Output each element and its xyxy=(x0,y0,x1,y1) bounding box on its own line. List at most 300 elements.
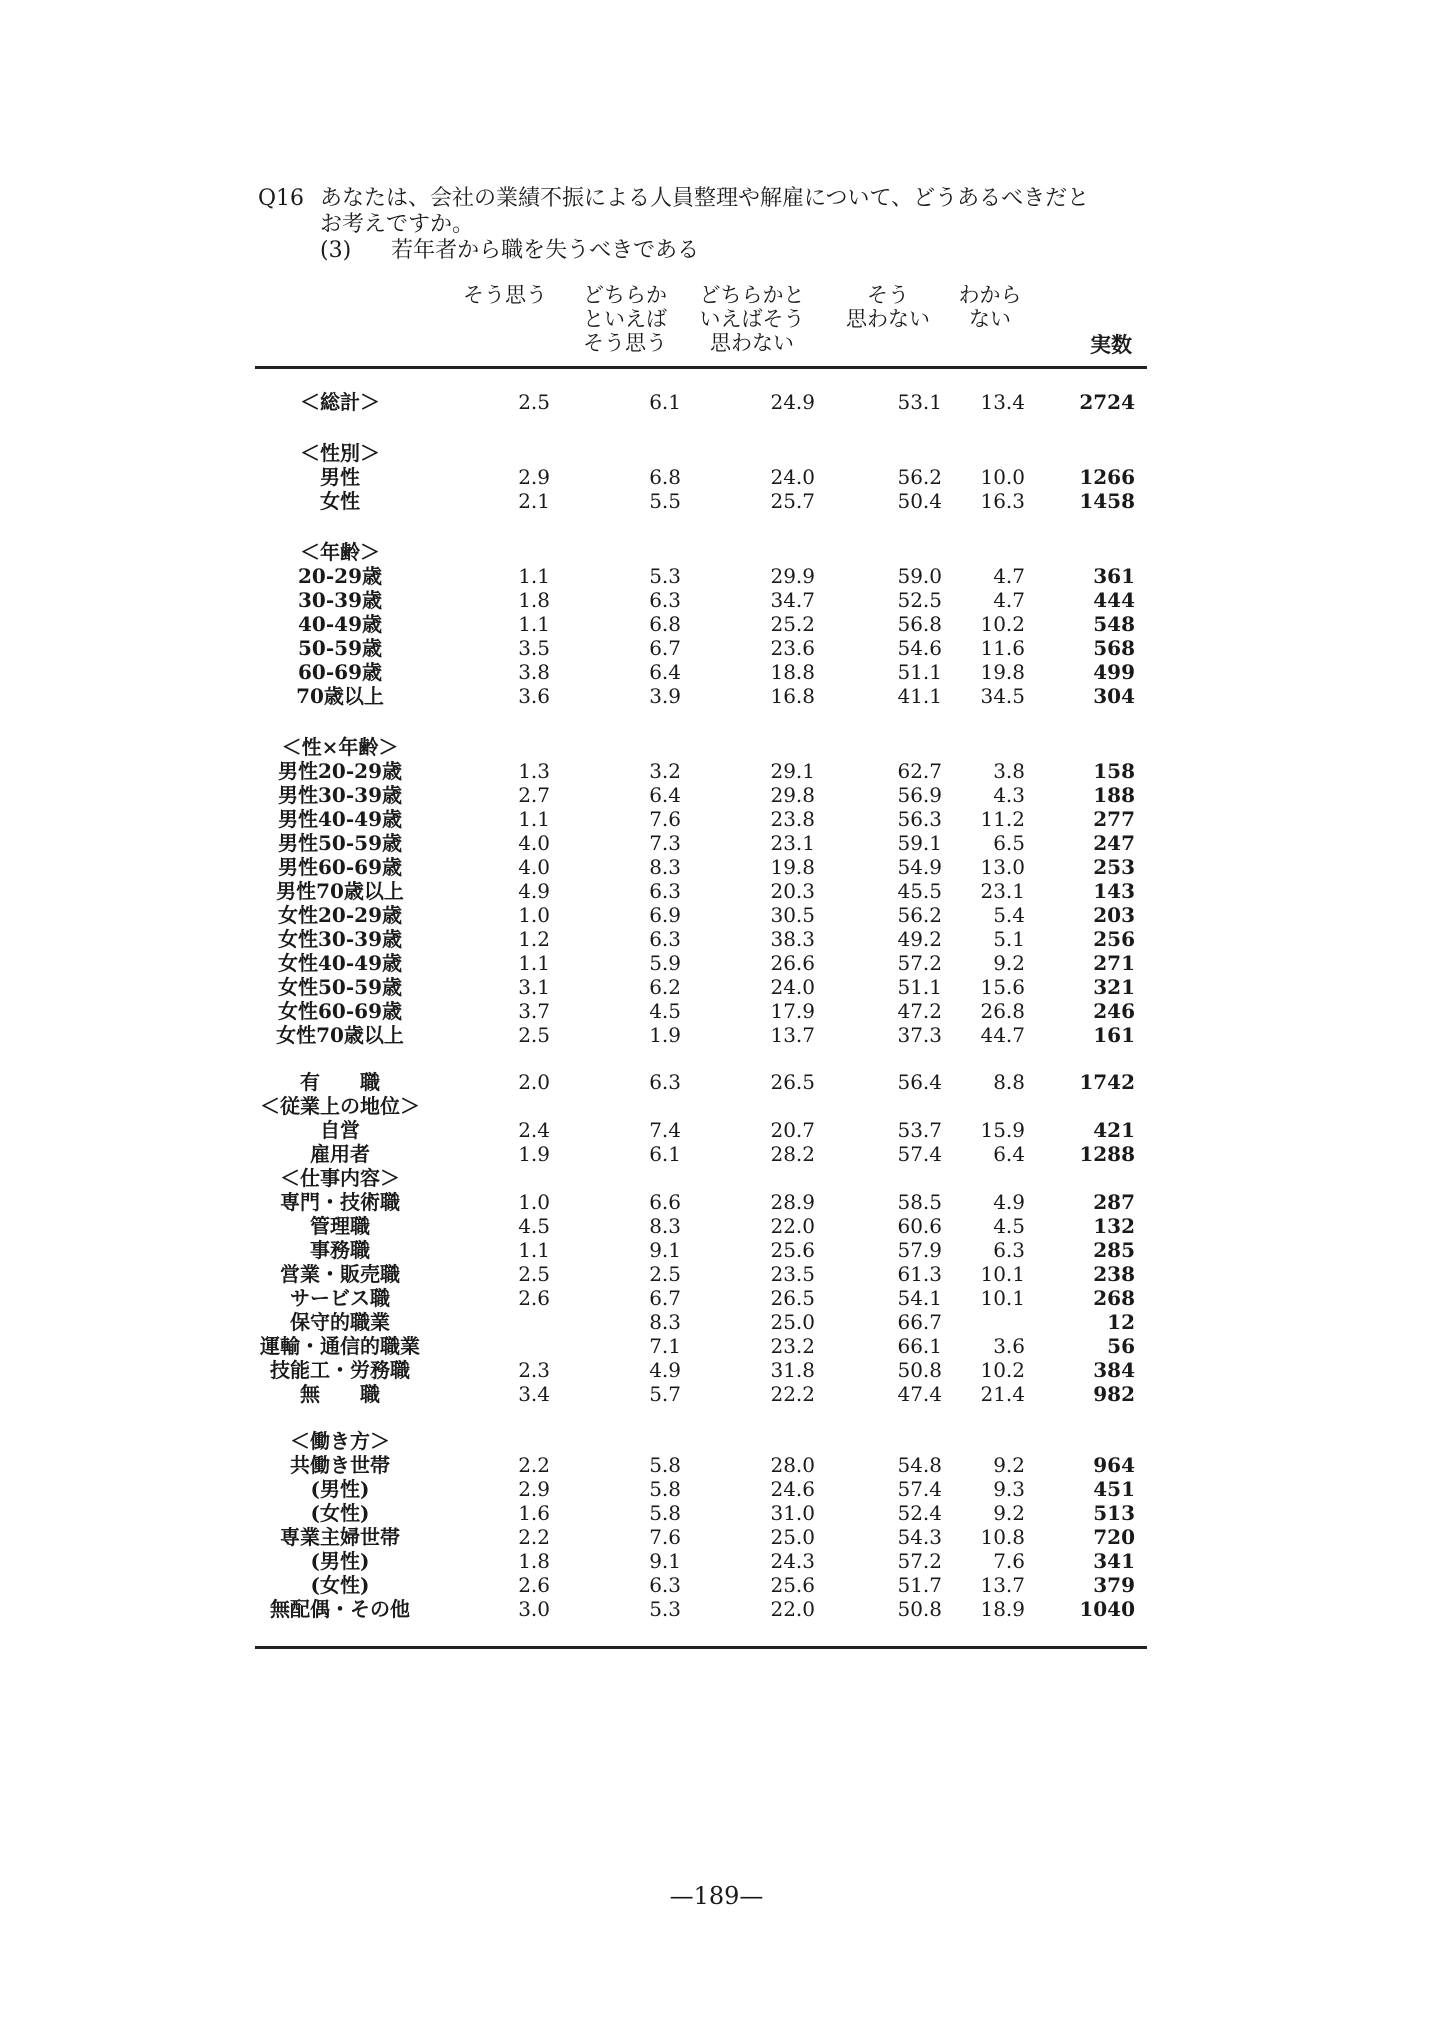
cell-somewhat-agree: 1.9 xyxy=(649,1023,681,1047)
cell-count: 548 xyxy=(1093,612,1135,636)
table-row xyxy=(255,1573,1147,1597)
cell-count: 720 xyxy=(1093,1525,1135,1549)
question-number: Q16 xyxy=(258,186,305,211)
cell-somewhat-disagree: 13.7 xyxy=(770,1023,815,1047)
row-label: 女性50-59歳 xyxy=(278,975,402,999)
cell-somewhat-agree: 6.3 xyxy=(649,1070,681,1094)
cell-dont-know: 10.2 xyxy=(980,612,1025,636)
cell-dont-know: 10.1 xyxy=(980,1286,1025,1310)
col-header-agree: そう思う xyxy=(463,283,547,307)
row-label: 無 職 xyxy=(300,1382,380,1406)
cell-dont-know: 10.2 xyxy=(980,1358,1025,1382)
row-label: 専業主婦世帯 xyxy=(280,1525,400,1549)
table-row xyxy=(255,1286,1147,1310)
table-row xyxy=(255,975,1147,999)
cell-dont-know: 4.7 xyxy=(993,588,1025,612)
cell-count: 1266 xyxy=(1079,465,1135,489)
table-row xyxy=(255,1214,1147,1238)
cell-agree: 4.5 xyxy=(518,1214,550,1238)
table-row xyxy=(255,1238,1147,1262)
cell-disagree: 47.2 xyxy=(897,999,942,1023)
cell-disagree: 56.8 xyxy=(897,612,942,636)
cell-disagree: 54.9 xyxy=(897,855,942,879)
cell-dont-know: 21.4 xyxy=(980,1382,1025,1406)
cell-agree: 2.6 xyxy=(518,1286,550,1310)
cell-count: 56 xyxy=(1107,1334,1135,1358)
cell-somewhat-agree: 5.8 xyxy=(649,1477,681,1501)
cell-disagree: 56.2 xyxy=(897,903,942,927)
cell-agree: 1.6 xyxy=(518,1501,550,1525)
cell-agree: 2.0 xyxy=(518,1070,550,1094)
cell-somewhat-disagree: 18.8 xyxy=(770,660,815,684)
page-number: —189— xyxy=(669,1882,764,1910)
cell-disagree: 52.5 xyxy=(897,588,942,612)
row-label: 共働き世帯 xyxy=(290,1453,390,1477)
cell-somewhat-disagree: 24.3 xyxy=(770,1549,815,1573)
table-row xyxy=(255,441,1147,465)
cell-disagree: 50.8 xyxy=(897,1597,942,1621)
sub-question xyxy=(258,238,1089,264)
cell-count: 499 xyxy=(1093,660,1135,684)
cell-dont-know: 10.0 xyxy=(980,465,1025,489)
cell-dont-know: 7.6 xyxy=(993,1549,1025,1573)
cell-dont-know: 19.8 xyxy=(980,660,1025,684)
row-label: 女性 xyxy=(320,489,360,513)
cell-dont-know: 5.4 xyxy=(993,903,1025,927)
cell-somewhat-disagree: 28.2 xyxy=(770,1142,815,1166)
cell-agree: 2.4 xyxy=(518,1118,550,1142)
cell-agree: 1.2 xyxy=(518,927,550,951)
cell-agree: 4.9 xyxy=(518,879,550,903)
cell-somewhat-disagree: 31.8 xyxy=(770,1358,815,1382)
cell-count: 1040 xyxy=(1079,1597,1135,1621)
table-row xyxy=(255,1166,1147,1190)
table-row xyxy=(255,540,1147,564)
cell-somewhat-disagree: 28.9 xyxy=(770,1190,815,1214)
cell-agree: 1.3 xyxy=(518,759,550,783)
cell-somewhat-disagree: 26.6 xyxy=(770,951,815,975)
row-label: (女性) xyxy=(310,1573,370,1597)
col-header-count: 実数 xyxy=(1090,332,1132,357)
cell-count: 253 xyxy=(1093,855,1135,879)
table-row xyxy=(255,879,1147,903)
cell-dont-know: 15.6 xyxy=(980,975,1025,999)
table-row xyxy=(255,1501,1147,1525)
table-row xyxy=(255,612,1147,636)
cell-disagree: 56.2 xyxy=(897,465,942,489)
cell-disagree: 66.1 xyxy=(897,1334,942,1358)
cell-agree: 3.1 xyxy=(518,975,550,999)
cell-somewhat-agree: 6.7 xyxy=(649,1286,681,1310)
cell-somewhat-disagree: 25.0 xyxy=(770,1310,815,1334)
cell-agree: 3.6 xyxy=(518,684,550,708)
cell-somewhat-disagree: 17.9 xyxy=(770,999,815,1023)
cell-agree: 2.1 xyxy=(518,489,550,513)
cell-count: 287 xyxy=(1093,1190,1135,1214)
cell-dont-know: 15.9 xyxy=(980,1118,1025,1142)
table-row xyxy=(255,660,1147,684)
cell-disagree: 57.9 xyxy=(897,1238,942,1262)
cell-disagree: 45.5 xyxy=(897,879,942,903)
cell-somewhat-agree: 7.1 xyxy=(649,1334,681,1358)
table-row xyxy=(255,1262,1147,1286)
cell-agree: 1.9 xyxy=(518,1142,550,1166)
cell-somewhat-disagree: 24.6 xyxy=(770,1477,815,1501)
cell-somewhat-disagree: 25.2 xyxy=(770,612,815,636)
cell-somewhat-agree: 6.3 xyxy=(649,879,681,903)
row-label: 40-49歳 xyxy=(298,612,382,636)
cell-count: 321 xyxy=(1093,975,1135,999)
cell-somewhat-disagree: 38.3 xyxy=(770,927,815,951)
cell-somewhat-agree: 5.8 xyxy=(649,1453,681,1477)
cell-somewhat-disagree: 22.0 xyxy=(770,1214,815,1238)
cell-dont-know: 6.4 xyxy=(993,1142,1025,1166)
cell-dont-know: 4.5 xyxy=(993,1214,1025,1238)
cell-count: 568 xyxy=(1093,636,1135,660)
cell-dont-know: 13.0 xyxy=(980,855,1025,879)
cell-agree: 3.0 xyxy=(518,1597,550,1621)
table-row xyxy=(255,1525,1147,1549)
cell-dont-know: 4.7 xyxy=(993,564,1025,588)
cell-dont-know: 4.3 xyxy=(993,783,1025,807)
row-label: 男性60-69歳 xyxy=(278,855,402,879)
cell-count: 161 xyxy=(1093,1023,1135,1047)
cell-somewhat-disagree: 25.0 xyxy=(770,1525,815,1549)
row-label: 事務職 xyxy=(310,1238,370,1262)
cell-count: 451 xyxy=(1093,1477,1135,1501)
cell-agree: 1.8 xyxy=(518,1549,550,1573)
row-label: ＜総計＞ xyxy=(300,390,380,414)
cell-somewhat-agree: 7.3 xyxy=(649,831,681,855)
cell-count: 285 xyxy=(1093,1238,1135,1262)
cell-disagree: 53.7 xyxy=(897,1118,942,1142)
cell-somewhat-agree: 6.3 xyxy=(649,588,681,612)
col-header-somewhat-disagree: どちらかと いえばそう 思わない xyxy=(699,283,805,355)
table-row xyxy=(255,807,1147,831)
row-label: (男性) xyxy=(310,1549,370,1573)
cell-disagree: 50.8 xyxy=(897,1358,942,1382)
cell-somewhat-disagree: 31.0 xyxy=(770,1501,815,1525)
cell-disagree: 66.7 xyxy=(897,1310,942,1334)
row-label: 男性20-29歳 xyxy=(278,759,402,783)
question-line-1 xyxy=(258,186,1089,212)
row-label: 技能工・労務職 xyxy=(270,1358,410,1382)
cell-agree: 4.0 xyxy=(518,855,550,879)
cell-somewhat-disagree: 23.2 xyxy=(770,1334,815,1358)
cell-somewhat-agree: 4.9 xyxy=(649,1358,681,1382)
cell-agree: 2.5 xyxy=(518,1262,550,1286)
cell-disagree: 37.3 xyxy=(897,1023,942,1047)
row-label: 無配偶・その他 xyxy=(270,1597,410,1621)
row-label: ＜性別＞ xyxy=(300,441,380,465)
cell-agree: 1.1 xyxy=(518,564,550,588)
cell-dont-know: 9.2 xyxy=(993,951,1025,975)
table-row xyxy=(255,489,1147,513)
table-row xyxy=(255,1358,1147,1382)
cell-agree: 4.0 xyxy=(518,831,550,855)
cell-somewhat-disagree: 28.0 xyxy=(770,1453,815,1477)
cell-somewhat-agree: 7.6 xyxy=(649,807,681,831)
cell-agree: 1.8 xyxy=(518,588,550,612)
cell-count: 2724 xyxy=(1079,390,1135,414)
cell-agree: 3.4 xyxy=(518,1382,550,1406)
cell-somewhat-agree: 6.4 xyxy=(649,660,681,684)
cell-count: 238 xyxy=(1093,1262,1135,1286)
cell-disagree: 59.1 xyxy=(897,831,942,855)
cell-somewhat-disagree: 16.8 xyxy=(770,684,815,708)
table-row xyxy=(255,1453,1147,1477)
cell-somewhat-disagree: 23.5 xyxy=(770,1262,815,1286)
table-row xyxy=(255,1310,1147,1334)
table-row xyxy=(255,1429,1147,1453)
cell-dont-know: 8.8 xyxy=(993,1070,1025,1094)
sub-question-title: 若年者から職を失うべきである xyxy=(391,238,700,263)
question-block xyxy=(258,186,1089,264)
table-row xyxy=(255,759,1147,783)
cell-count: 132 xyxy=(1093,1214,1135,1238)
row-label: 女性60-69歳 xyxy=(278,999,402,1023)
cell-somewhat-disagree: 23.8 xyxy=(770,807,815,831)
cell-disagree: 62.7 xyxy=(897,759,942,783)
cell-agree: 1.0 xyxy=(518,903,550,927)
row-label: 30-39歳 xyxy=(298,588,382,612)
cell-disagree: 50.4 xyxy=(897,489,942,513)
cell-somewhat-disagree: 22.2 xyxy=(770,1382,815,1406)
table-row xyxy=(255,1549,1147,1573)
cell-disagree: 54.1 xyxy=(897,1286,942,1310)
row-label: 男性40-49歳 xyxy=(278,807,402,831)
row-label: ＜年齢＞ xyxy=(300,540,380,564)
row-label: 運輸・通信的職業 xyxy=(260,1334,420,1358)
cell-somewhat-disagree: 25.7 xyxy=(770,489,815,513)
table-row xyxy=(255,1070,1147,1094)
cell-count: 203 xyxy=(1093,903,1135,927)
cell-agree: 1.1 xyxy=(518,1238,550,1262)
row-label: 雇用者 xyxy=(310,1142,370,1166)
table-row xyxy=(255,636,1147,660)
cell-somewhat-agree: 3.2 xyxy=(649,759,681,783)
cell-disagree: 49.2 xyxy=(897,927,942,951)
table-row xyxy=(255,1382,1147,1406)
cell-count: 1742 xyxy=(1079,1070,1135,1094)
row-label: 営業・販売職 xyxy=(280,1262,400,1286)
cell-dont-know: 3.8 xyxy=(993,759,1025,783)
cell-count: 247 xyxy=(1093,831,1135,855)
cell-agree: 2.7 xyxy=(518,783,550,807)
cell-dont-know: 13.4 xyxy=(980,390,1025,414)
table-row xyxy=(255,1142,1147,1166)
cell-dont-know: 34.5 xyxy=(980,684,1025,708)
cell-somewhat-agree: 2.5 xyxy=(649,1262,681,1286)
cell-count: 158 xyxy=(1093,759,1135,783)
cell-disagree: 51.1 xyxy=(897,975,942,999)
cell-somewhat-agree: 5.3 xyxy=(649,564,681,588)
cell-dont-know: 44.7 xyxy=(980,1023,1025,1047)
table-row xyxy=(255,465,1147,489)
cell-disagree: 56.3 xyxy=(897,807,942,831)
table-row xyxy=(255,855,1147,879)
table-row xyxy=(255,1023,1147,1047)
row-label: 男性30-39歳 xyxy=(278,783,402,807)
cell-agree: 3.8 xyxy=(518,660,550,684)
cell-dont-know: 6.3 xyxy=(993,1238,1025,1262)
cell-somewhat-disagree: 25.6 xyxy=(770,1573,815,1597)
cell-disagree: 54.6 xyxy=(897,636,942,660)
cell-dont-know: 13.7 xyxy=(980,1573,1025,1597)
cell-somewhat-disagree: 24.0 xyxy=(770,465,815,489)
cell-somewhat-agree: 6.3 xyxy=(649,927,681,951)
cell-dont-know: 10.1 xyxy=(980,1262,1025,1286)
row-label: ＜従業上の地位＞ xyxy=(260,1094,420,1118)
cell-somewhat-disagree: 26.5 xyxy=(770,1070,815,1094)
cell-disagree: 51.1 xyxy=(897,660,942,684)
cell-disagree: 61.3 xyxy=(897,1262,942,1286)
cell-disagree: 52.4 xyxy=(897,1501,942,1525)
cell-somewhat-agree: 6.2 xyxy=(649,975,681,999)
row-label: ＜性×年齢＞ xyxy=(281,735,399,759)
cell-count: 384 xyxy=(1093,1358,1135,1382)
row-label: 女性40-49歳 xyxy=(278,951,402,975)
cell-agree: 1.1 xyxy=(518,951,550,975)
cell-somewhat-disagree: 30.5 xyxy=(770,903,815,927)
cell-disagree: 53.1 xyxy=(897,390,942,414)
row-label: 女性30-39歳 xyxy=(278,927,402,951)
cell-somewhat-disagree: 29.1 xyxy=(770,759,815,783)
cell-count: 964 xyxy=(1093,1453,1135,1477)
cell-count: 268 xyxy=(1093,1286,1135,1310)
table-row xyxy=(255,1597,1147,1621)
cell-somewhat-disagree: 24.0 xyxy=(770,975,815,999)
table-row xyxy=(255,684,1147,708)
question-text-2: お考えですか。 xyxy=(320,212,475,237)
cell-somewhat-agree: 6.1 xyxy=(649,1142,681,1166)
table-row xyxy=(255,831,1147,855)
cell-disagree: 54.8 xyxy=(897,1453,942,1477)
row-label: (女性) xyxy=(310,1501,370,1525)
table-row xyxy=(255,927,1147,951)
cell-agree: 2.5 xyxy=(518,1023,550,1047)
cell-somewhat-agree: 5.3 xyxy=(649,1597,681,1621)
cell-count: 246 xyxy=(1093,999,1135,1023)
cell-disagree: 59.0 xyxy=(897,564,942,588)
cell-count: 12 xyxy=(1107,1310,1135,1334)
cell-somewhat-agree: 6.7 xyxy=(649,636,681,660)
cell-somewhat-agree: 6.3 xyxy=(649,1573,681,1597)
cell-disagree: 54.3 xyxy=(897,1525,942,1549)
cell-disagree: 56.4 xyxy=(897,1070,942,1094)
col-header-somewhat-agree: どちらか といえば そう思う xyxy=(583,283,667,355)
table-row xyxy=(255,390,1147,414)
cell-somewhat-agree: 5.7 xyxy=(649,1382,681,1406)
cell-agree: 1.0 xyxy=(518,1190,550,1214)
cell-agree: 2.9 xyxy=(518,465,550,489)
cell-dont-know: 10.8 xyxy=(980,1525,1025,1549)
table-top-rule xyxy=(255,366,1147,369)
row-label: 専門・技術職 xyxy=(280,1190,400,1214)
cell-disagree: 51.7 xyxy=(897,1573,942,1597)
cell-somewhat-agree: 6.6 xyxy=(649,1190,681,1214)
cell-disagree: 57.2 xyxy=(897,1549,942,1573)
row-label: ＜働き方＞ xyxy=(290,1429,390,1453)
row-label: 有 職 xyxy=(300,1070,380,1094)
cell-dont-know: 6.5 xyxy=(993,831,1025,855)
cell-somewhat-agree: 6.9 xyxy=(649,903,681,927)
row-label: 管理職 xyxy=(310,1214,370,1238)
cell-count: 143 xyxy=(1093,879,1135,903)
cell-somewhat-agree: 8.3 xyxy=(649,855,681,879)
cell-dont-know: 9.2 xyxy=(993,1453,1025,1477)
row-label: 20-29歳 xyxy=(298,564,382,588)
cell-count: 982 xyxy=(1093,1382,1135,1406)
row-label: 男性50-59歳 xyxy=(278,831,402,855)
cell-somewhat-agree: 5.5 xyxy=(649,489,681,513)
cell-somewhat-agree: 8.3 xyxy=(649,1310,681,1334)
row-label: (男性) xyxy=(310,1477,370,1501)
cell-dont-know: 4.9 xyxy=(993,1190,1025,1214)
row-label: 60-69歳 xyxy=(298,660,382,684)
row-label: 男性70歳以上 xyxy=(276,879,404,903)
cell-disagree: 57.4 xyxy=(897,1142,942,1166)
cell-agree: 1.1 xyxy=(518,612,550,636)
row-label: 50-59歳 xyxy=(298,636,382,660)
cell-disagree: 57.2 xyxy=(897,951,942,975)
cell-dont-know: 5.1 xyxy=(993,927,1025,951)
cell-somewhat-disagree: 24.9 xyxy=(770,390,815,414)
cell-somewhat-disagree: 19.8 xyxy=(770,855,815,879)
cell-somewhat-disagree: 20.3 xyxy=(770,879,815,903)
row-label: サービス職 xyxy=(290,1286,390,1310)
cell-somewhat-disagree: 23.1 xyxy=(770,831,815,855)
cell-somewhat-agree: 9.1 xyxy=(649,1238,681,1262)
cell-agree: 2.5 xyxy=(518,390,550,414)
cell-agree: 2.3 xyxy=(518,1358,550,1382)
cell-somewhat-agree: 4.5 xyxy=(649,999,681,1023)
cell-count: 361 xyxy=(1093,564,1135,588)
cell-somewhat-agree: 6.8 xyxy=(649,465,681,489)
cell-somewhat-agree: 9.1 xyxy=(649,1549,681,1573)
row-label: ＜仕事内容＞ xyxy=(280,1166,400,1190)
table-row xyxy=(255,783,1147,807)
cell-disagree: 56.9 xyxy=(897,783,942,807)
cell-count: 444 xyxy=(1093,588,1135,612)
table-row xyxy=(255,564,1147,588)
cell-dont-know: 16.3 xyxy=(980,489,1025,513)
cell-disagree: 58.5 xyxy=(897,1190,942,1214)
row-label: 自営 xyxy=(320,1118,360,1142)
cell-dont-know: 11.6 xyxy=(980,636,1025,660)
col-header-dont-know: わから ない xyxy=(958,283,1022,331)
cell-dont-know: 23.1 xyxy=(980,879,1025,903)
cell-somewhat-agree: 6.1 xyxy=(649,390,681,414)
cell-somewhat-agree: 7.6 xyxy=(649,1525,681,1549)
row-label: 70歳以上 xyxy=(296,684,384,708)
cell-somewhat-agree: 6.8 xyxy=(649,612,681,636)
cell-somewhat-disagree: 34.7 xyxy=(770,588,815,612)
table-row xyxy=(255,1094,1147,1118)
cell-agree: 2.2 xyxy=(518,1453,550,1477)
cell-somewhat-disagree: 20.7 xyxy=(770,1118,815,1142)
table-row xyxy=(255,735,1147,759)
cell-agree: 2.9 xyxy=(518,1477,550,1501)
cell-somewhat-disagree: 22.0 xyxy=(770,1597,815,1621)
cell-somewhat-agree: 5.9 xyxy=(649,951,681,975)
table-header xyxy=(255,283,1147,365)
cell-count: 421 xyxy=(1093,1118,1135,1142)
cell-disagree: 60.6 xyxy=(897,1214,942,1238)
cell-count: 304 xyxy=(1093,684,1135,708)
row-label: 女性20-29歳 xyxy=(278,903,402,927)
cell-dont-know: 26.8 xyxy=(980,999,1025,1023)
